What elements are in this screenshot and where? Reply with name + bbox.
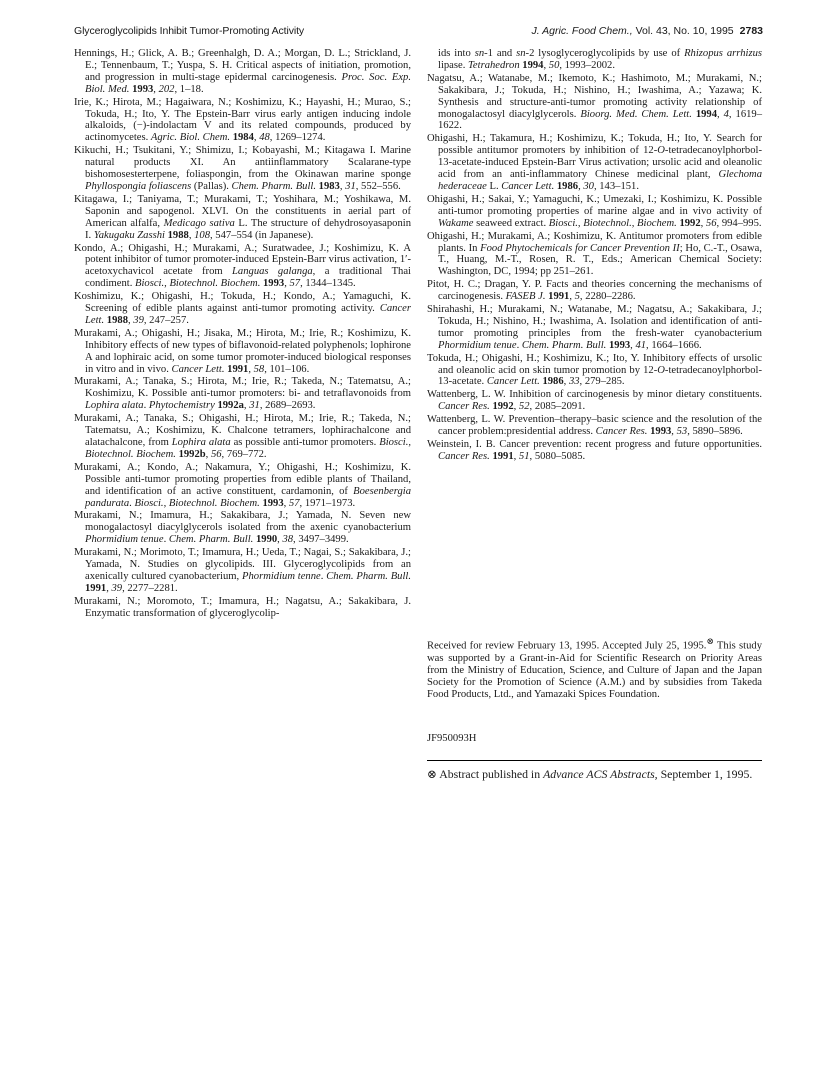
ref-journal: Cancer Res.	[595, 426, 648, 438]
reference-entry: Tokuda, H.; Ohigashi, H.; Koshimizu, K.; Ito, Y. Inhibitory effects of ursolic and oleanolic acid on skin tumor promotion by 12-O-tetradecanoylphorbol-13-acetate. Cancer Lett. 1986, 33, 279–285.	[427, 352, 762, 388]
ref-text: Kondo, A.; Ohigashi, H.; Murakami, A.; Suratwadee, J.; Koshimizu, K. A potent inhibitor of tumor promoter-induced Epstein-Barr virus activation, 1′-acetoxychavicol acetate from	[74, 242, 411, 278]
reference-entry: ids into sn-1 and sn-2 lysoglyceroglycolipids by use of Rhizopus arrhizus lipase. Tetrahedron 1994, 50, 1993–2002.	[438, 48, 762, 71]
reference-entry: Murakami, N.; Imamura, H.; Sakakibara, J.; Yamada, N. Seven new monogalactosyl diacylglycerols isolated from the axenic cyanobacterium Phormidium tenue. Chem. Pharm. Bull. 1990, 38, 3497–3499.	[74, 510, 411, 546]
ref-text: -tetradecanoylphorbol-13-acetate.	[438, 364, 762, 388]
ref-text: (Pallas).	[191, 180, 232, 192]
ref-text: ids into	[438, 48, 475, 59]
ref-journal: Cancer Res.	[438, 450, 490, 462]
ref-italic: Lophira alata	[85, 400, 144, 412]
ref-volume: 58	[253, 363, 265, 375]
ref-year: 1993	[262, 497, 284, 509]
ref-year: 1990	[255, 534, 278, 546]
funding-statement: This study was supported by a Grant-in-Aid for Scientific Research on Priority Areas from the Ministry of Education, Science, and Culture of Japan and the Japan Society for the Promotion of Science (A.M.) and by subsidies from Takeda Food Products, Ltd., and Yamazaki Spices Foundation.	[427, 640, 762, 700]
reference-entry	[427, 231, 762, 279]
ref-volume: 5	[574, 291, 580, 303]
ref-volume: 38	[282, 534, 294, 546]
ref-italic: Food Phytochemicals for Cancer Prevention II	[480, 242, 680, 254]
ref-text: -2 lysoglyceroglycolipids by use of	[525, 48, 685, 59]
ref-journal: Chem. Pharm. Bull.	[168, 534, 254, 546]
ref-pages: , 1344–1345.	[300, 278, 356, 290]
ref-text: Hennings, H.; Glick, A. B.; Greenhalgh, D. A.; Morgan, D. L.; Strickland, J. E.; Tennenbaum, T.; Yuspa, S. H. Critical aspects of initiation, promotion, and progression in multi-stage epidermal carcinogenesis.	[74, 48, 411, 83]
ref-text: Shirahashi, H.; Murakami, N.; Watanabe, M.; Nagatsu, A.; Sakakibara, J.; Tokuda, H.; Nishino, H.; Iwashima, A. Isolation and identification of anti-tumor promoting principles from the fresh-water cyanobacterium	[427, 304, 762, 339]
ref-text: Irie, K.; Hirota, M.; Hagaiwara, N.; Koshimizu, K.; Hayashi, H.; Murao, S.; Tokuda, H.; Ito, Y. The Epstein-Barr virus early antigen inducing indole alkaloids, (−)-indolactam V and its related compounds, produced by actinomycetes.	[74, 96, 411, 144]
ref-journal: Yakugaku Zasshi	[93, 229, 165, 241]
ref-year: 1991	[492, 450, 514, 462]
ref-italic: Phormidium tenue	[85, 534, 164, 546]
ref-italic: Wakame	[438, 217, 474, 229]
ref-journal: Chem. Pharm. Bull.	[521, 339, 607, 351]
ref-text: Ohigashi, H.; Takamura, H.; Koshimizu, K.; Tokuda, H.; Ito, Y. Search for possible antitumor promoters by inhibition of 12-	[427, 133, 762, 157]
ref-text: .	[163, 534, 169, 546]
ref-text: as possible anti-tumor promoters.	[230, 437, 380, 448]
reference-entry: Ohigashi, H.; Sakai, Y.; Yamaguchi, K.; Umezaki, I.; Koshimizu, K. Possible anti-tumor promoting properties of marine algae and in vivo activity of Wakame seaweed extract. Biosci., Biotechnol., Biochem. 1992, 56, 994–995.	[427, 193, 762, 229]
reference-entry: Kondo, A.; Ohigashi, H.; Murakami, A.; Suratwadee, J.; Koshimizu, K. A potent inhibitor of tumor promoter-induced Epstein-Barr virus activation, 1′-acetoxychavicol acetate from Languas galanga, a traditional Thai condiment. Biosci., Biotechnol. Biochem. 1993, 57, 1344–1345.	[74, 242, 411, 290]
ref-volume: 51	[518, 450, 530, 462]
ref-volume: 53	[676, 426, 688, 438]
ref-year: 1992a	[217, 400, 244, 412]
ref-text: Murakami, N.; Imamura, H.; Sakakibara, J.; Yamada, N. Seven new monogalactosyl diacylglycerols isolated from the axenic cyanobacterium	[74, 510, 411, 534]
received-dates: Received for review February 13, 1995. Accepted July 25, 1995.	[427, 640, 707, 652]
footnote	[427, 767, 762, 781]
ref-year: 1988	[106, 314, 128, 326]
ref-text: L. The structure of dehydrosoyasaponin I.	[85, 217, 411, 241]
reference-entry: Ohigashi, H.; Takamura, H.; Koshimizu, K.; Tokuda, H.; Ito, Y. Search for possible antitumor promoters by inhibition of 12-O-tetradecanoylphorbol-13-acetate-induced Epstein-Barr Virus activation; ursolic acid and oleanolic acid from an anti-inflammatory Chinese medicinal plant, Glechoma hederaceae L. Cancer Lett. 1986, 30, 143–151.	[427, 133, 762, 192]
ref-text: Tokuda, H.; Ohigashi, H.; Koshimizu, K.; Ito, Y. Inhibitory effects of ursolic and oleanolic acid on skin tumor promotion by 12-	[427, 352, 762, 376]
ref-year: 1994	[695, 108, 718, 120]
ref-journal: Tetrahedron	[468, 59, 520, 71]
ref-volume: 31	[345, 180, 356, 192]
reference-entry: Kitagawa, I.; Taniyama, T.; Murakami, T.; Yoshihara, M.; Yoshikawa, M. Saponin and sapogenol. XLVI. On the constituents in aerial part of American alfalfa, Medicago sativa L. The structure of dehydrosoyasaponin I. Yakugaku Zasshi 1988, 108, 547–554 (in Japanese).	[74, 193, 411, 241]
ref-journal: Biosci., Biotechnol., Biochem.	[548, 217, 677, 229]
reference-entry: Murakami, A.; Ohigashi, H.; Jisaka, M.; Hirota, M.; Irie, R.; Koshimizu, K. Inhibitory effects of new types of biflavonoid-related polyphenols; lophirone A and lophiraic acid, on some tumor promoter-induced biological responses in vitro and in vivo. Cancer Lett. 1991, 58, 101–106.	[74, 327, 411, 375]
ref-text: Ohigashi, H.; Murakami, A.; Koshimizu, K. Antitumor promoters from edible plants. In	[427, 230, 762, 254]
ref-year: 1986	[542, 376, 564, 388]
ref-journal: Cancer Lett.	[486, 376, 540, 388]
ref-year: 1986	[556, 180, 579, 192]
ref-journal: Chem. Pharm. Bull.	[326, 570, 411, 582]
ref-journal: Cancer Lett.	[501, 180, 555, 192]
running-title: Glyceroglycolipids Inhibit Tumor-Promoting Activity	[74, 25, 305, 37]
ref-journal: FASEB J.	[505, 291, 546, 303]
reference-entry: Hennings, H.; Glick, A. B.; Greenhalgh, D. A.; Morgan, D. L.; Strickland, J. E.; Tennenbaum, T.; Yuspa, S. H. Critical aspects of initiation, promotion, and progression in multi-stage epidermal carcinogenesis. Proc. Soc. Exp. Biol. Med. 1993, 202, 1–18.	[74, 48, 411, 95]
ref-text: Kikuchi, H.; Tsukitani, Y.; Shimizu, I.; Kobayashi, M.; Kitagawa I. Marine natural products XI. An antiinflammatory Scalarane-type bishomosesterterpene, foliaspongin, from the Okinawan marine sponge	[74, 145, 411, 181]
reference-entry	[74, 596, 411, 620]
ref-volume: 33	[568, 376, 580, 388]
ref-italic: Phormidium tenne	[242, 570, 321, 582]
ref-pages: , 552–556.	[355, 180, 401, 192]
ref-pages: , 1619–1622.	[438, 108, 763, 132]
ref-journal: Phytochemistry	[148, 400, 215, 412]
ref-pages: , 247–257.	[143, 314, 189, 326]
ref-year: 1993	[608, 339, 631, 351]
reference-entry: Murakami, A.; Tanaka, S.; Ohigashi, H.; Hirota, M.; Irie, R.; Takeda, N.; Tatematsu, A.; Koshimizu, K. Chalcone tetramers, lophirachalcone and alatachalcone, from Lophira alata as possible anti-tumor promoters. Biosci., Biotechnol. Biochem. 1992b, 56, 769–772.	[74, 413, 411, 460]
ref-pages: , 769–772.	[221, 448, 267, 460]
ref-text: L.	[486, 180, 502, 192]
running-header	[74, 24, 763, 38]
ref-italic: Boesenbergia pandurata	[85, 485, 411, 509]
ref-text: Murakami, A.; Kondo, A.; Nakamura, Y.; Ohigashi, H.; Koshimizu, K. Possible anti-tumor promoting properties from edible plants of Thailand, and identification of an active constituent, cardamonin, of	[74, 461, 411, 497]
ref-journal: Cancer Res.	[438, 401, 490, 413]
reference-entry: Murakami, A.; Tanaka, S.; Hirota, M.; Irie, R.; Takeda, N.; Tatematsu, A.; Koshimizu, K. Possible anti-tumor promoters: bi- and tetraflavonoids from Lophira alata. Phytochemistry 1992a, 31, 2689–2693.	[74, 376, 411, 412]
volume-issue: Vol. 43, No. 10, 1995	[635, 25, 734, 37]
ref-pages: , 3497–3499.	[293, 534, 349, 546]
ref-pages: , 5080–5085.	[529, 450, 586, 462]
ref-pages: , 547–554 (in Japanese).	[210, 229, 314, 241]
abstract-marker: ⊗	[706, 636, 714, 646]
reference-entry: Weinstein, I. B. Cancer prevention: recent progress and future opportunities. Cancer Res. 1991, 51, 5080–5085.	[427, 439, 762, 462]
ref-volume: 4	[723, 108, 729, 120]
journal-citation	[531, 24, 763, 38]
ref-pages: , 1664–1666.	[646, 339, 702, 351]
footnote-prefix: Abstract published in	[436, 767, 544, 781]
ref-volume: 41	[635, 339, 647, 351]
ref-italic: Medicago sativa	[163, 217, 235, 229]
ref-text: ; Ho, C.-T., Osawa, T., Huang, M.-T., Rosen, R. T., Eds.; American Chemical Society: Washington, DC, 1994; pp 251–261.	[438, 242, 762, 278]
ref-year: 1993	[263, 278, 285, 290]
reference-entry: Nagatsu, A.; Watanabe, M.; Ikemoto, K.; Hashimoto, M.; Murakami, N.; Sakakibara, J.; Tokuda, H.; Nishino, H.; Iwashima, A.; Yazawa; K. Synthesis and structure-anti-tumor promoting activity relationship of monogalactosyl diacylglycerols. Bioorg. Med. Chem. Lett. 1994, 4, 1619–1622.	[427, 72, 763, 132]
ref-volume: 56	[210, 448, 222, 460]
reference-entry: Koshimizu, K.; Ohigashi, H.; Tokuda, H.; Kondo, A.; Yamaguchi, K. Screening of edible plants against anti-tumor promoting activity. Cancer Lett. 1988, 39, 247–257.	[74, 291, 411, 326]
ref-text: Nagatsu, A.; Watanabe, M.; Ikemoto, K.; Hashimoto, M.; Murakami, N.; Sakakibara, J.; Tokuda, H.; Nishino, H.; Iwashima, A.; Yazawa; K. Synthesis and structure-anti-tumor promoting activity relationship of monogalactosyl diacylglycerols.	[427, 72, 762, 120]
ref-pages: , 2689–2693.	[259, 400, 316, 412]
ref-year: 1992	[492, 401, 514, 413]
ref-journal: Biosci., Biotechnol. Biochem.	[134, 497, 260, 509]
ref-pages: , 994–995.	[716, 217, 762, 229]
ref-pages: , 5890–5896.	[687, 426, 743, 438]
ref-year: 1988	[167, 229, 189, 241]
ref-italic: sn	[516, 48, 526, 59]
ref-text: Murakami, A.; Ohigashi, H.; Jisaka, M.; Hirota, M.; Irie, R.; Koshimizu, K. Inhibitory effects of new types of biflavonoid-related polyphenols; lophirone A and lophiraic acid, on some tumor promoter-induced biological responses in vitro and in vivo.	[74, 327, 411, 375]
reference-entry: Wattenberg, L. W. Prevention–therapy–basic science and the resolution of the cancer problem:presidential address. Cancer Res. 1993, 53, 5890–5896.	[427, 414, 762, 438]
ref-pages: , 2280–2286.	[579, 291, 636, 303]
ref-pages: , 2085–2091.	[529, 401, 586, 413]
ref-text: Koshimizu, K.; Ohigashi, H.; Tokuda, H.; Kondo, A.; Yamaguchi, K. Screening of edible plants against anti-tumor promoting activity.	[74, 291, 411, 315]
references-right-column	[427, 48, 762, 464]
reference-entry: Murakami, N.; Morimoto, T.; Imamura, H.; Ueda, T.; Nagai, S.; Sakakibara, J.; Yamada, N. Studies on glycolipids. III. Glyceroglycolipids from an axenically cultured cyanobacterium, Phormidium tenne. Chem. Pharm. Bull. 1991, 39, 2277–2281.	[74, 547, 411, 594]
ref-italic: O	[657, 364, 665, 376]
ref-pages: , 1269–1274.	[269, 132, 326, 144]
ref-volume: 30	[583, 180, 594, 192]
ref-text: Murakami, A.; Tanaka, S.; Hirota, M.; Irie, R.; Takeda, N.; Tatematsu, A.; Koshimizu, K. Possible anti-tumor promoters: bi- and tetraflavonoids from	[74, 376, 411, 400]
references-left-column	[74, 48, 411, 621]
reference-entry: Murakami, A.; Kondo, A.; Nakamura, Y.; Ohigashi, H.; Koshimizu, K. Possible anti-tumor promoting properties from edible plants of Thailand, and identification of an active constituent, cardamonin, of Boesenbergia pandurata. Biosci., Biotechnol. Biochem. 1993, 57, 1971–1973.	[74, 461, 411, 509]
ref-journal: Cancer Lett.	[171, 363, 225, 375]
ref-journal: Agric. Biol. Chem.	[150, 132, 231, 144]
ref-year: 1984	[232, 132, 254, 144]
ref-italic: Phormidium tenue	[438, 339, 517, 351]
ref-italic: Languas galanga	[232, 266, 313, 278]
journal-name: J. Agric. Food Chem.,	[531, 25, 633, 37]
ref-text: Wattenberg, L. W. Inhibition of carcinogenesis by minor dietary constituents.	[427, 389, 762, 401]
footnote-marker: ⊗	[427, 767, 437, 781]
ref-year: 1992b	[178, 448, 206, 460]
ref-text: Wattenberg, L. W. Prevention–therapy–basic science and the resolution of the cancer problem:presidential address.	[427, 414, 762, 438]
received-note	[427, 635, 762, 701]
ref-text: , a traditional Thai condiment.	[85, 266, 411, 290]
ref-text: -1 and	[484, 48, 517, 59]
ref-volume: 57	[289, 278, 301, 290]
ref-italic: Rhizopus arrhizus	[684, 48, 762, 59]
ref-text: Kitagawa, I.; Taniyama, T.; Murakami, T.; Yoshihara, M.; Yoshikawa, M. Saponin and sapogenol. XLVI. On the constituents in aerial part of American alfalfa,	[74, 193, 411, 229]
ref-year: 1991	[85, 582, 107, 594]
ref-journal: Biosci., Biotechnol. Biochem.	[85, 437, 411, 460]
ref-volume: 56	[705, 217, 717, 229]
ref-text: .	[143, 400, 149, 412]
ref-text: .	[516, 339, 522, 351]
ref-italic: Glechoma hederaceae	[438, 169, 762, 192]
ref-journal: Bioorg. Med. Chem. Lett.	[580, 108, 692, 120]
ref-pages: , 143–151.	[593, 180, 639, 192]
reference-entry: Wattenberg, L. W. Inhibition of carcinogenesis by minor dietary constituents. Cancer Res. 1992, 52, 2085–2091.	[427, 389, 762, 413]
ref-pages: , 1971–1973.	[299, 497, 356, 509]
ref-volume: 202	[158, 83, 175, 95]
ref-journal: Cancer Lett.	[85, 303, 411, 326]
ref-pages: , 101–106.	[264, 363, 310, 375]
ref-volume: 52	[518, 401, 530, 413]
ref-text: .	[129, 497, 135, 509]
ref-text: Ohigashi, H.; Sakai, Y.; Yamaguchi, K.; Umezaki, I.; Koshimizu, K. Possible anti-tumor promoting properties of marine algae and in vivo activity of	[427, 193, 762, 217]
ref-text: Weinstein, I. B. Cancer prevention: recent progress and future opportunities.	[427, 439, 762, 450]
ref-year: 1994	[522, 59, 544, 71]
ref-journal: Biosci., Biotechnol. Biochem.	[135, 278, 261, 290]
ref-text: Murakami, N.; Morimoto, T.; Imamura, H.; Ueda, T.; Nagai, S.; Sakakibara, J.; Yamada, N. Studies on glycolipids. III. Glyceroglycolipids from an axenically cultured cyanobacterium,	[74, 547, 411, 582]
ref-pages: , 1–18.	[174, 83, 204, 95]
footnote-suffix: September 1, 1995.	[657, 767, 753, 781]
ref-year: 1983	[318, 180, 340, 192]
ref-journal: Chem. Pharm. Bull.	[231, 180, 316, 192]
ref-text: -tetradecanoylphorbol-13-acetate-induced Epstein-Barr Virus activation; ursolic acid and oleanolic acid from an anti-inflammatory Chinese medicinal plant,	[438, 145, 762, 181]
ref-year: 1993	[132, 83, 154, 95]
ref-volume: 50	[548, 59, 560, 71]
ref-pages: , 1993–2002.	[559, 59, 615, 71]
ref-text: Murakami, N.; Moromoto, T.; Imamura, H.; Nagatsu, A.; Sakakibara, J. Enzymatic transformation of glyceroglycolip-	[74, 595, 411, 619]
reference-entry: Shirahashi, H.; Murakami, N.; Watanabe, M.; Nagatsu, A.; Sakakibara, J.; Tokuda, H.; Nishino, H.; Iwashima, A. Isolation and identification of anti-tumor promoting principles from the fresh-water cyanobacterium Phormidium tenue. Chem. Pharm. Bull. 1993, 41, 1664–1666.	[427, 304, 762, 351]
ref-text: seaweed extract.	[473, 217, 549, 229]
reference-entry: Irie, K.; Hirota, M.; Hagaiwara, N.; Koshimizu, K.; Hayashi, H.; Murao, S.; Tokuda, H.; Ito, Y. The Epstein-Barr virus early antigen inducing indole alkaloids, (−)-indolactam V and its related compounds, produced by actinomycetes. Agric. Biol. Chem. 1984, 48, 1269–1274.	[74, 96, 411, 144]
ref-year: 1993	[650, 426, 672, 438]
ref-volume: 31	[249, 400, 260, 412]
ref-year: 1991	[548, 291, 570, 303]
ref-italic: sn	[474, 48, 485, 59]
reference-entry: Kikuchi, H.; Tsukitani, Y.; Shimizu, I.; Kobayashi, M.; Kitagawa I. Marine natural products XI. An antiinflammatory Scalarane-type bishomosesterterpene, foliaspongin, from the Okinawan marine sponge Phyllospongia foliascens (Pallas). Chem. Pharm. Bull. 1983, 31, 552–556.	[74, 145, 411, 192]
ref-year: 1991	[227, 363, 249, 375]
ref-pages: , 279–285.	[579, 376, 625, 388]
page-number: 2783	[739, 25, 763, 37]
ref-text: lipase.	[438, 59, 469, 71]
ref-italic: Lophira alata	[171, 437, 231, 448]
ref-volume: 39	[111, 582, 123, 594]
reference-entry: Pitot, H. C.; Dragan, Y. P. Facts and theories concerning the mechanisms of carcinogenesis. FASEB J. 1991, 5, 2280–2286.	[427, 279, 762, 303]
ref-italic: Phyllospongia foliascens	[85, 180, 192, 192]
ref-text: Pitot, H. C.; Dragan, Y. P. Facts and theories concerning the mechanisms of carcinogenesis.	[427, 279, 762, 303]
ref-text: Murakami, A.; Tanaka, S.; Ohigashi, H.; Hirota, M.; Irie, R.; Takeda, N.; Tatematsu, A.; Koshimizu, K. Chalcone tetramers, lophirachalcone and alatachalcone, from	[74, 413, 411, 448]
ref-volume: 39	[133, 314, 144, 326]
ref-italic: O	[657, 145, 665, 157]
ref-year: 1992	[679, 217, 701, 229]
ref-text: .	[320, 570, 327, 582]
document-code: JF950093H	[427, 733, 477, 744]
ref-volume: 48	[259, 132, 270, 144]
ref-pages: , 2277–2281.	[122, 582, 178, 594]
footnote-rule	[427, 760, 762, 761]
ref-volume: 57	[288, 497, 300, 509]
ref-journal: Proc. Soc. Exp. Biol. Med.	[85, 71, 411, 95]
ref-volume: 108	[194, 229, 210, 241]
footnote-italic: Advance ACS Abstracts,	[543, 767, 658, 781]
